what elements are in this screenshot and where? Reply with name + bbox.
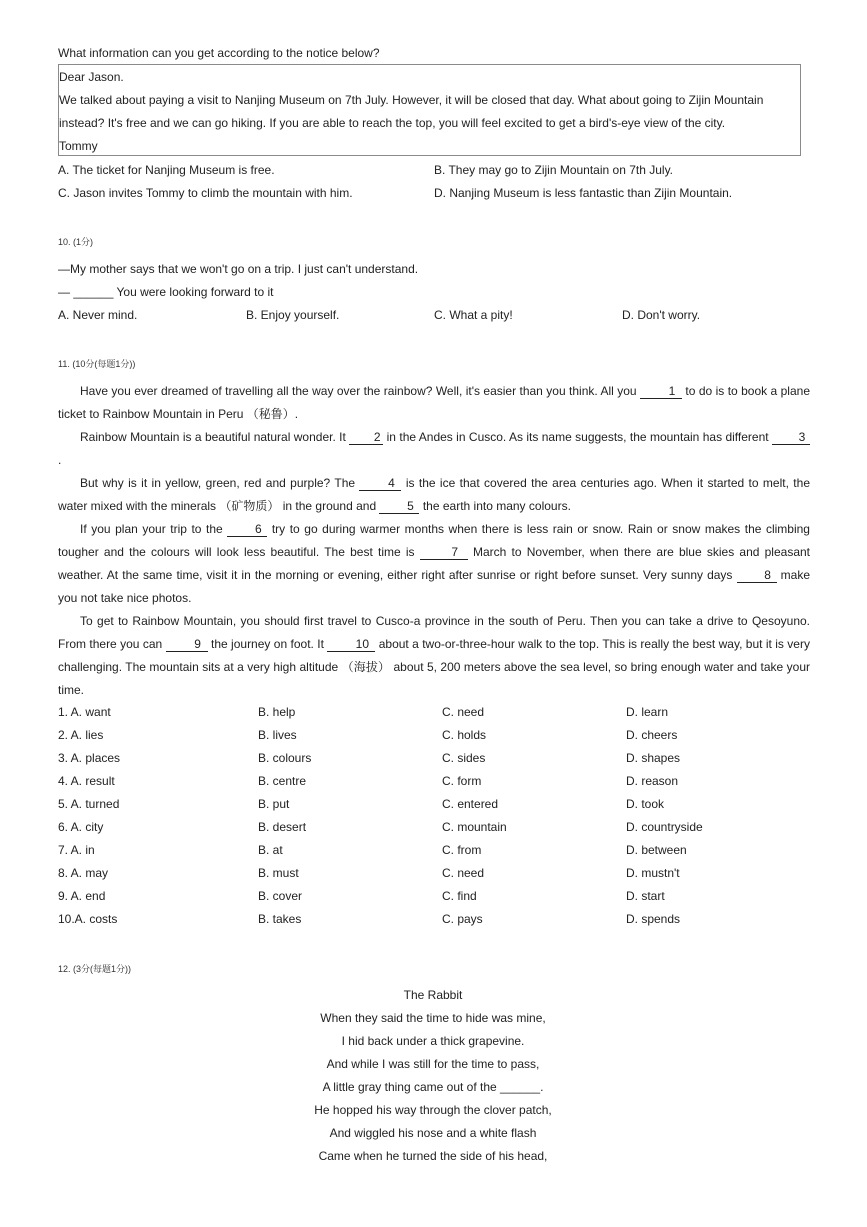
question-header: 11. (10分(每题1分)) bbox=[58, 359, 136, 369]
poem-line: And wiggled his nose and a white flash bbox=[329, 1126, 537, 1140]
choice-d[interactable]: D. took bbox=[626, 797, 665, 811]
choice-a[interactable]: 1. A. want bbox=[58, 705, 111, 719]
option-c[interactable]: C. What a pity! bbox=[434, 308, 513, 322]
dialogue-line: — ______ You were looking forward to it bbox=[58, 285, 274, 299]
choice-a[interactable]: 4. A. result bbox=[58, 774, 115, 788]
choice-d[interactable]: D. mustn't bbox=[626, 866, 680, 880]
choice-c[interactable]: C. need bbox=[442, 705, 485, 719]
option-d[interactable]: D. Nanjing Museum is less fantastic than Zijin Mountain. bbox=[434, 186, 733, 200]
choice-row bbox=[58, 771, 818, 794]
poem-title: The Rabbit bbox=[403, 988, 463, 1002]
poem-line: When they said the time to hide was mine, bbox=[320, 1011, 546, 1025]
choice-row bbox=[58, 863, 818, 886]
choice-row bbox=[58, 725, 818, 748]
dialogue-line: —My mother says that we won't go on a trip. I just can't understand. bbox=[58, 262, 419, 276]
choice-row bbox=[58, 748, 818, 771]
blank-5[interactable]: 5 bbox=[379, 500, 419, 514]
passage-paragraph: If you plan your trip to the 6 try to go during warmer months when there is less rain or snow. Rain or snow makes the climbing tougher and the colours will look less beautiful. The best time is 7 March to November, when there are blue skies and pleasant weather. At the same time, visit it in the morning or evening, either right after sunrise or right before sunset. Very sunny days 8 make you not take nice photos. bbox=[58, 522, 811, 605]
blank-6[interactable]: 6 bbox=[227, 523, 267, 537]
choice-d[interactable]: D. countryside bbox=[626, 820, 703, 834]
passage-paragraph: Have you ever dreamed of travelling all the way over the rainbow? Well, it's easier than you think. All you 1 to do is to book a plane ticket to Rainbow Mountain in Peru （秘鲁）. bbox=[58, 384, 810, 421]
option-c[interactable]: C. Jason invites Tommy to climb the mountain with him. bbox=[58, 186, 353, 200]
choice-b[interactable]: B. help bbox=[258, 705, 296, 719]
choice-b[interactable]: B. takes bbox=[258, 912, 302, 926]
choice-c[interactable]: C. mountain bbox=[442, 820, 507, 834]
choice-a[interactable]: 5. A. turned bbox=[58, 797, 120, 811]
choice-b[interactable]: B. colours bbox=[258, 751, 312, 765]
question-header: 10. (1分) bbox=[58, 237, 94, 247]
blank-10[interactable]: 10 bbox=[327, 638, 375, 652]
choice-c[interactable]: C. form bbox=[442, 774, 482, 788]
choice-row bbox=[58, 840, 818, 863]
choice-c[interactable]: C. sides bbox=[442, 751, 486, 765]
choice-c[interactable]: C. find bbox=[442, 889, 477, 903]
poem-line: And while I was still for the time to pass, bbox=[326, 1057, 540, 1071]
option-a[interactable]: A. The ticket for Nanjing Museum is free. bbox=[58, 163, 275, 177]
blank-4[interactable]: 4 bbox=[359, 477, 401, 491]
notice-box bbox=[58, 64, 801, 156]
blank-2[interactable]: 2 bbox=[349, 431, 383, 445]
blank-8[interactable]: 8 bbox=[737, 569, 777, 583]
option-d[interactable]: D. Don't worry. bbox=[622, 308, 701, 322]
choice-row bbox=[58, 817, 818, 840]
question-header: 12. (3分(每题1分)) bbox=[58, 964, 132, 974]
choice-row bbox=[58, 909, 818, 932]
option-a[interactable]: A. Never mind. bbox=[58, 308, 138, 322]
blank-3[interactable]: 3 bbox=[772, 431, 810, 445]
choice-d[interactable]: D. between bbox=[626, 843, 687, 857]
choice-d[interactable]: D. spends bbox=[626, 912, 681, 926]
passage-paragraph: But why is it in yellow, green, red and purple? The 4 is the ice that covered the area centuries ago. When it started to melt, the water mixed with the minerals （矿物质） in the ground and 5 the earth into many colours. bbox=[58, 476, 810, 513]
notice-line: instead? It's free and we can go hiking. If you are able to reach the top, you will feel excited to get a bird's-eye view of the city. bbox=[59, 116, 726, 130]
option-b[interactable]: B. Enjoy yourself. bbox=[246, 308, 340, 322]
blank-9[interactable]: 9 bbox=[166, 638, 208, 652]
choice-d[interactable]: D. cheers bbox=[626, 728, 678, 742]
passage-paragraph: Rainbow Mountain is a beautiful natural wonder. It 2 in the Andes in Cusco. As its name suggests, the mountain has different 3. bbox=[58, 426, 810, 472]
choice-d[interactable]: D. start bbox=[626, 889, 665, 903]
choice-a[interactable]: 2. A. lies bbox=[58, 728, 104, 742]
choice-row bbox=[58, 794, 818, 817]
choice-b[interactable]: B. at bbox=[258, 843, 283, 857]
question-prompt: What information can you get according to the notice below? bbox=[58, 46, 380, 60]
notice-greeting: Dear Jason. bbox=[59, 70, 124, 84]
choice-a[interactable]: 9. A. end bbox=[58, 889, 106, 903]
cloze-passage bbox=[58, 380, 810, 702]
choice-c[interactable]: C. entered bbox=[442, 797, 499, 811]
poem-line: I hid back under a thick grapevine. bbox=[341, 1034, 525, 1048]
choice-b[interactable]: B. centre bbox=[258, 774, 307, 788]
choice-b[interactable]: B. cover bbox=[258, 889, 303, 903]
choice-c[interactable]: C. pays bbox=[442, 912, 483, 926]
choice-b[interactable]: B. lives bbox=[258, 728, 297, 742]
notice-line: We talked about paying a visit to Nanjing Museum on 7th July. However, it will be closed that day. What about going to Zijin Mountain bbox=[59, 93, 764, 107]
blank-7[interactable]: 7 bbox=[420, 546, 468, 560]
choice-c[interactable]: C. holds bbox=[442, 728, 487, 742]
choice-row bbox=[58, 702, 818, 725]
choice-b[interactable]: B. put bbox=[258, 797, 290, 811]
choice-d[interactable]: D. reason bbox=[626, 774, 679, 788]
choice-b[interactable]: B. must bbox=[258, 866, 299, 880]
choice-d[interactable]: D. shapes bbox=[626, 751, 681, 765]
choice-a[interactable]: 3. A. places bbox=[58, 751, 121, 765]
choice-row bbox=[58, 886, 818, 909]
choice-c[interactable]: C. from bbox=[442, 843, 482, 857]
option-b[interactable]: B. They may go to Zijin Mountain on 7th July. bbox=[434, 163, 674, 177]
blank-1[interactable]: 1 bbox=[640, 385, 682, 399]
poem-line: A little gray thing came out of the ______. bbox=[322, 1080, 544, 1094]
poem bbox=[233, 987, 633, 1171]
passage-paragraph: To get to Rainbow Mountain, you should first travel to Cusco-a province in the south of Peru. Then you can take a drive to Qesoyuno. From there you can 9 the journey on foot. It 10 about a two-or-three-hour walk to the top. This is really the best way, but it is very challenging. The mountain sits at a very high altitude （海拔） about 5, 200 meters above the sea level, so bring enough water and take your time. bbox=[58, 614, 810, 697]
choice-b[interactable]: B. desert bbox=[258, 820, 307, 834]
choice-c[interactable]: C. need bbox=[442, 866, 485, 880]
poem-line: Came when he turned the side of his head, bbox=[318, 1149, 548, 1163]
choice-a[interactable]: 10.A. costs bbox=[58, 912, 118, 926]
poem-line: He hopped his way through the clover patch, bbox=[314, 1103, 552, 1117]
choice-d[interactable]: D. learn bbox=[626, 705, 669, 719]
choice-a[interactable]: 7. A. in bbox=[58, 843, 95, 857]
choice-a[interactable]: 6. A. city bbox=[58, 820, 104, 834]
choice-a[interactable]: 8. A. may bbox=[58, 866, 109, 880]
notice-signature: Tommy bbox=[59, 139, 98, 153]
choices-table bbox=[58, 702, 818, 932]
